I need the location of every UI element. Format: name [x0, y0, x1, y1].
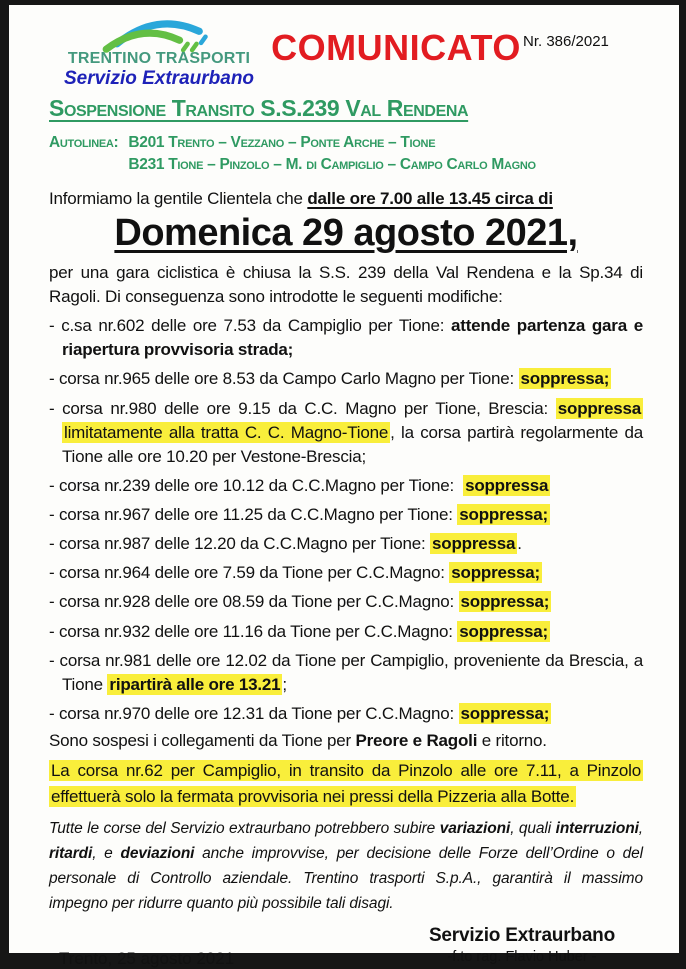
- text-run: , e: [92, 845, 121, 863]
- text-run: soppressa: [465, 475, 549, 495]
- suspension-line: [49, 731, 643, 751]
- text-run: Tutte le corse del Servizio extraurbano potrebbero subire: [49, 820, 440, 838]
- text-run: ripartirà alle ore 13.21: [109, 674, 281, 694]
- modification-item: [49, 620, 643, 644]
- text-run: soppressa;: [460, 592, 550, 612]
- signer-name: -f.to rag. Flavio Huber -: [447, 948, 597, 965]
- text-run: attende partenza gara e riapertura provvisoria strada;: [62, 316, 643, 360]
- route-b231: B231 Tione – Pinzolo – M. di Campiglio – Campo Carlo Magno: [128, 156, 536, 174]
- text-run: - corsa nr.987 delle 12.20 da C.C.Magno per Tione:: [49, 534, 431, 554]
- text-run: - corsa nr.239 delle ore 10.12 da C.C.Magno per Tione:: [49, 475, 464, 495]
- modification-item: [49, 561, 643, 585]
- text-run: .: [517, 534, 522, 554]
- text-run: soppressa: [557, 398, 641, 418]
- modification-item: [49, 474, 643, 498]
- signer: [429, 925, 643, 969]
- modification-item: [49, 503, 643, 527]
- text-run: soppressa: [432, 534, 516, 554]
- modification-item: [49, 702, 643, 726]
- text-run: Informiamo la gentile Clientela che: [49, 188, 308, 208]
- text-run: - corsa nr.967 delle ore 11.25 da C.C.Magno per Tione:: [49, 505, 458, 525]
- text-run: ritardi: [49, 845, 93, 863]
- document-header: [49, 15, 643, 87]
- event-date: Domenica 29 agosto 2021,: [114, 211, 578, 254]
- text-run: - corsa nr.980 delle ore 9.15 da C.C. Magno per Tione, Brescia:: [49, 398, 556, 418]
- text-run: - corsa nr.965 delle ore 8.53 da Campo Carlo Magno per Tione:: [49, 369, 519, 389]
- bus-lines: [49, 132, 643, 177]
- logo-swoosh-icon: [100, 17, 218, 51]
- signature-block: [49, 925, 643, 969]
- text-run: - corsa nr.970 delle ore 12.31 da Tione per C.C.Magno:: [49, 703, 459, 723]
- modification-item: [49, 314, 643, 362]
- autolinea-label: Autolinea:: [49, 134, 119, 151]
- signer-title: Servizio Extraurbano: [428, 924, 615, 946]
- logo-subtitle: Servizio Extraurbano: [63, 67, 255, 89]
- text-run: ,: [638, 820, 644, 838]
- trentino-trasporti-logo: [49, 15, 269, 90]
- text-run: variazioni: [439, 820, 511, 838]
- modification-item: [49, 367, 643, 391]
- modification-item: [49, 532, 643, 556]
- text-run: limitatamente alla tratta C. C. Magno-Tione: [64, 422, 389, 442]
- text-run: - corsa nr.928 delle ore 08.59 da Tione per C.C.Magno:: [49, 592, 459, 612]
- place-and-date: Trento, 25 agosto 2021: [59, 948, 235, 968]
- modification-item: [49, 590, 643, 614]
- text-run: Preore e Ragoli: [355, 731, 478, 751]
- text-run: - corsa nr.981 delle ore 12.02 da Tione per Campiglio, proveniente da Brescia, a Tione: [49, 650, 643, 694]
- document-number: Nr. 386/2021: [523, 33, 609, 50]
- text-run: - corsa nr.964 delle ore 7.59 da Tione per C.C.Magno:: [49, 563, 450, 583]
- text-run: , la corsa partirà regolarmente da Tione alle ore 10.20 per Vestone-Brescia;: [62, 422, 643, 466]
- text-run: - corsa nr.932 delle ore 11.16 da Tione per C.C.Magno:: [49, 621, 458, 641]
- intro-line: [49, 189, 643, 209]
- text-run: deviazioni: [120, 845, 195, 863]
- highlighted-note: [49, 758, 643, 809]
- text-run: La corsa nr.62 per Campiglio, in transito da Pinzolo alle ore 7.11, a Pinzolo effettuerà solo la fermata provvisoria nei pressi della Pizzeria alla Botte.: [51, 761, 641, 806]
- document-title: COMUNICATO: [271, 27, 521, 68]
- subject-heading: Sospensione Transito S.S.239 Val Rendena: [49, 95, 469, 121]
- text-run: soppressa;: [459, 505, 548, 525]
- text-run: interruzioni: [555, 820, 639, 838]
- text-run: soppressa;: [520, 369, 610, 389]
- modification-item: [49, 649, 643, 697]
- modification-item: [49, 397, 643, 469]
- lead-paragraph: per una gara ciclistica è chiusa la S.S. 239 della Val Rendena e la Sp.34 di Ragoli. Di conseguenza sono introdotte le seguenti modifiche:: [49, 262, 643, 307]
- text-run: e ritorno.: [477, 731, 547, 751]
- text-run: soppressa;: [459, 621, 548, 641]
- text-run: - c.sa nr.602 delle ore 7.53 da Campiglio per Tione:: [49, 316, 451, 336]
- modifications-list: [49, 314, 643, 726]
- route-b201: B201 Trento – Vezzano – Ponte Arche – Tione: [128, 134, 436, 151]
- text-run: dalle ore 7.00 alle 13.45 circa di: [307, 188, 553, 208]
- text-run: Sono sospesi i collegamenti da Tione per: [49, 731, 356, 751]
- text-run: soppressa;: [460, 703, 550, 723]
- text-run: anche improvvise, per decisione delle Forze dell’Ordine o del personale di Controllo aziendale. Trentino trasporti S.p.A., garantirà il massimo impegno per ridurre quanto più possibile tali disagi.: [49, 845, 644, 913]
- text-run: ;: [282, 674, 287, 694]
- route-list: [128, 132, 535, 177]
- document-page: [9, 5, 679, 968]
- text-run: , quali: [510, 820, 556, 838]
- legal-paragraph: [49, 816, 643, 916]
- logo-title: TRENTINO TRASPORTI: [67, 50, 251, 67]
- text-run: soppressa;: [451, 563, 540, 583]
